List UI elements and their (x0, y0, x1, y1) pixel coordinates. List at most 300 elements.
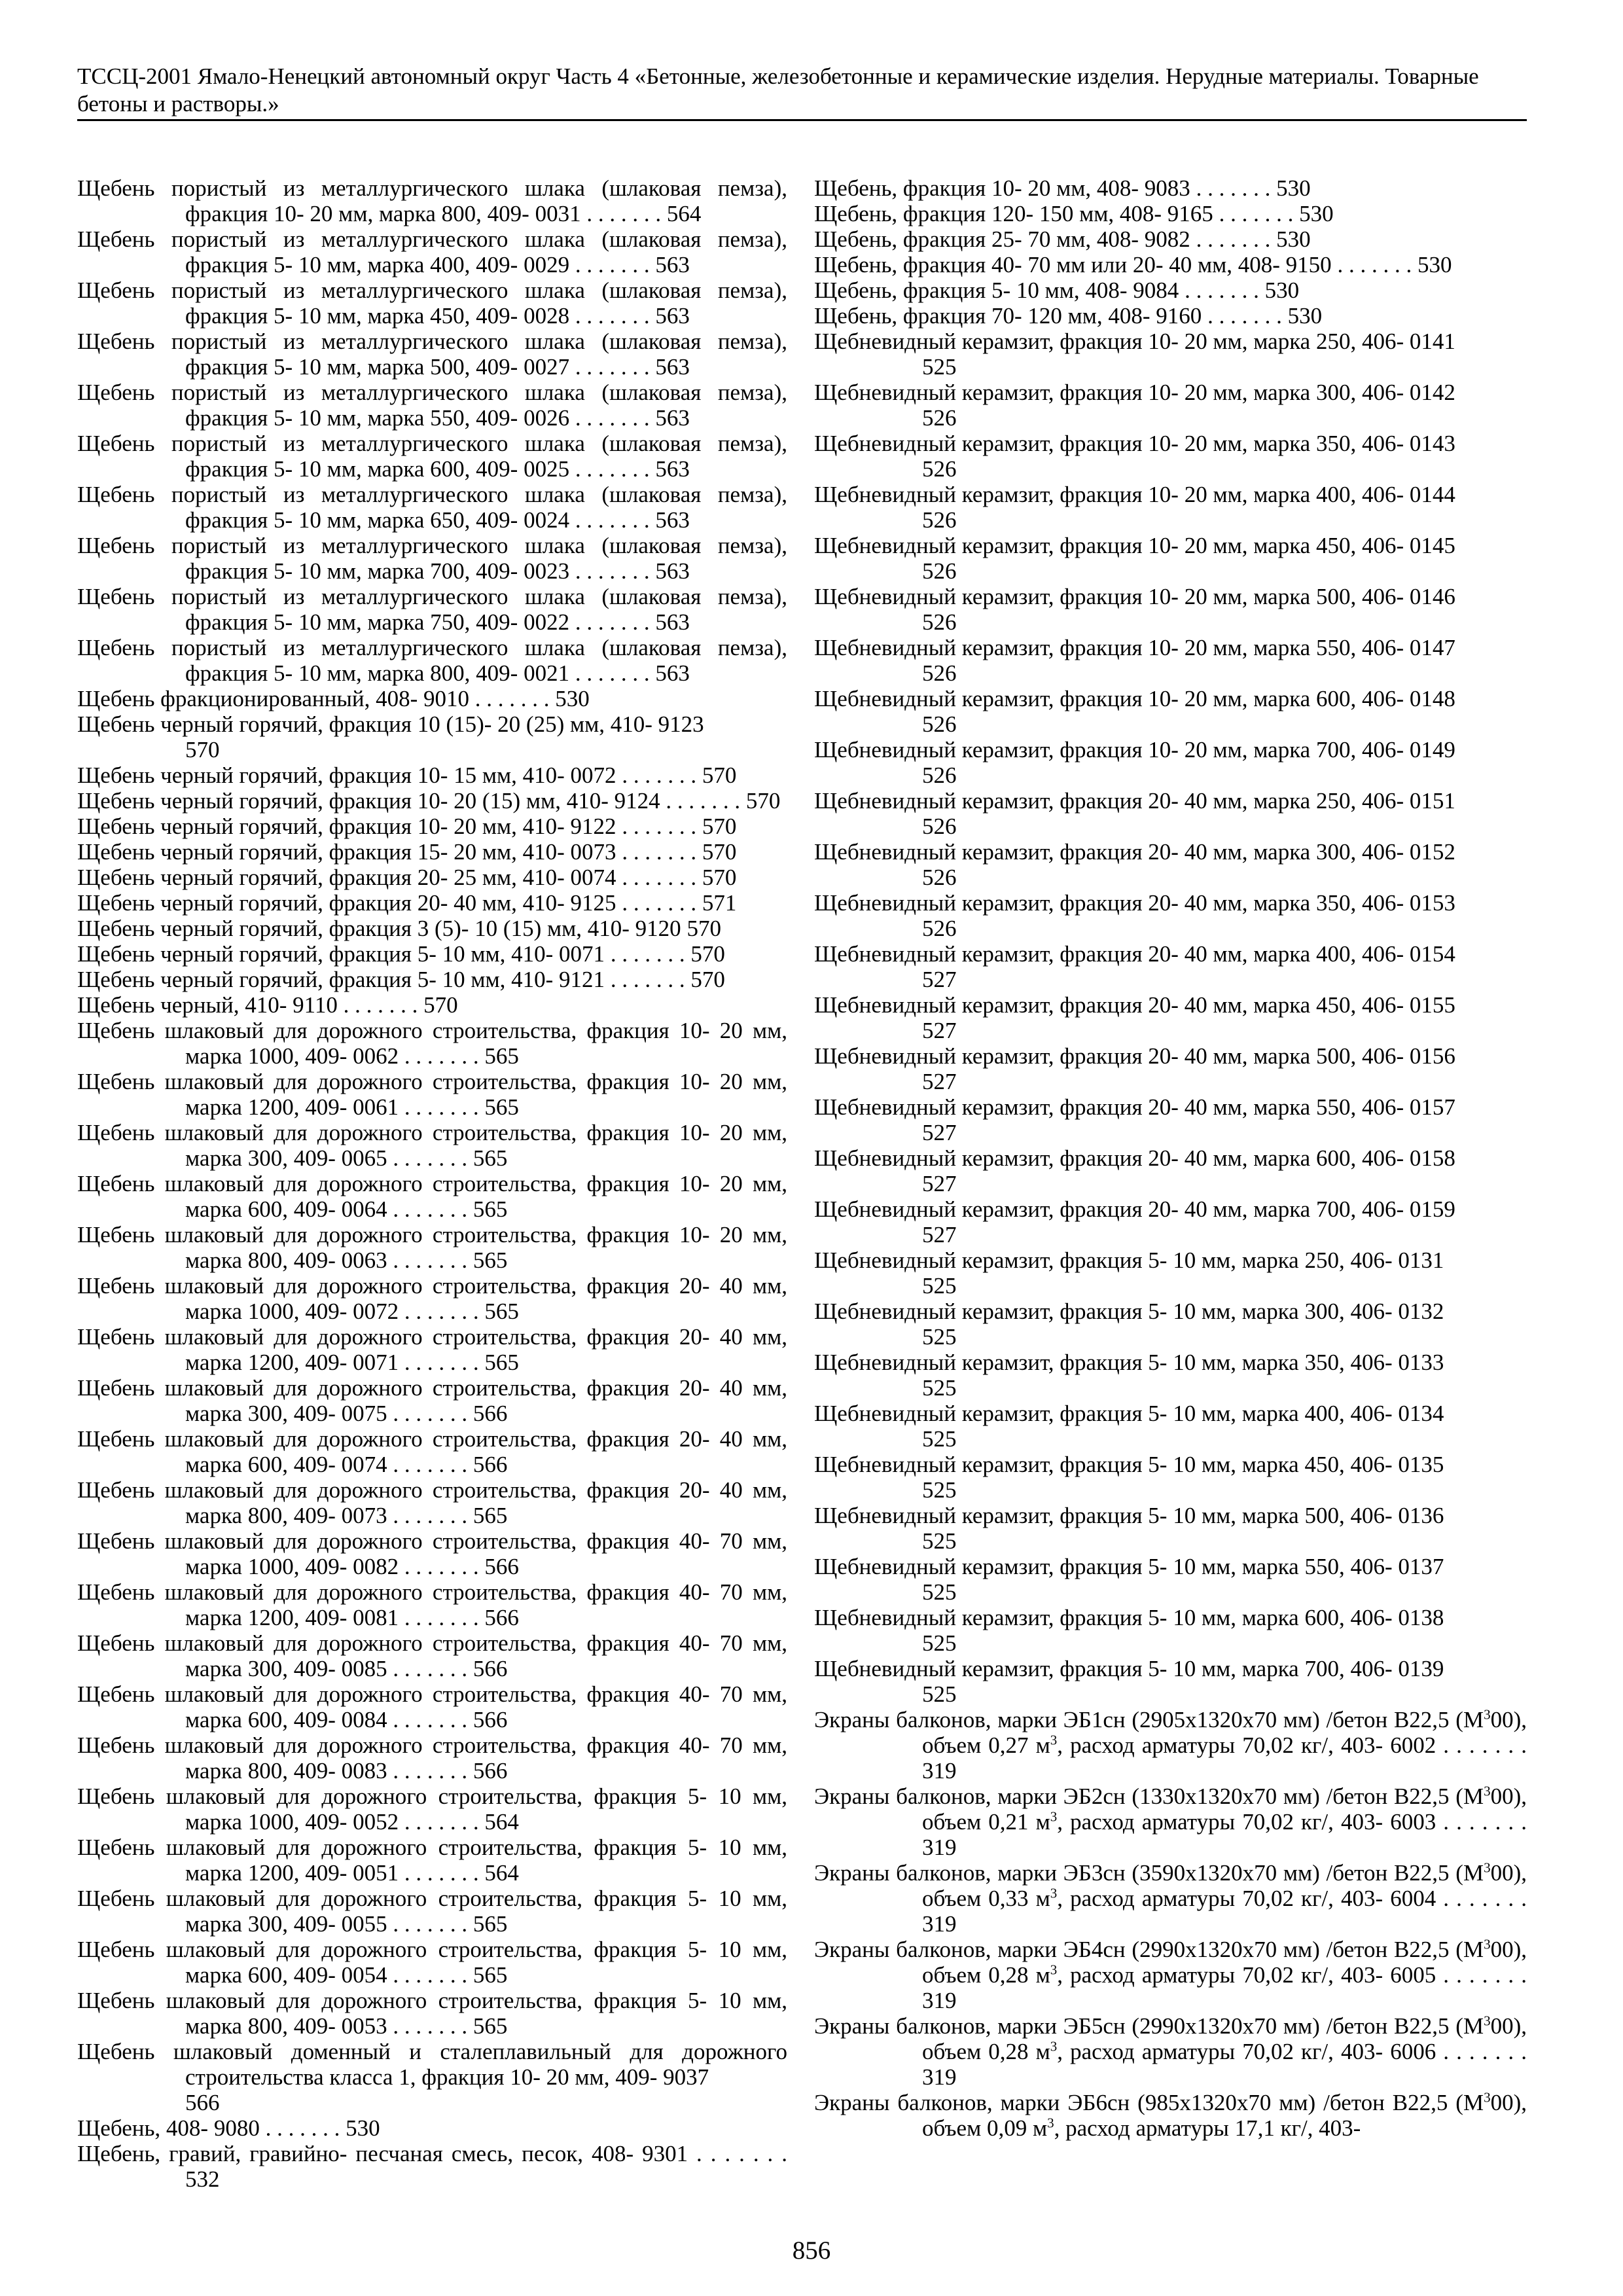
entry-page-number: 526 (922, 711, 957, 737)
entry-title: Экраны балконов, марки ЭБ3сн (3590х1320х70 мм) /бетон В22,5 $(М^300)$, объем 0,33 $м^3$, расход арматуры 70,02 кг/, 403- 6004 (814, 1859, 1527, 1911)
entry-page-number: 526 (922, 762, 957, 788)
entry-title: Щебень пористый из металлургического шлака (шлаковая пемза), фракция 10- 20 мм, марка 800, 409- 0031 (77, 175, 787, 226)
entry-page-number: 570 (185, 737, 220, 762)
leader-dots: . . . . . . . (616, 762, 702, 788)
leader-dots: . . . . . . . (1190, 226, 1277, 252)
leader-dots: . . . . . . . (399, 1860, 485, 1886)
entry-title: Щебневидный керамзит, фракция 10- 20 мм, марка 250, 406- 0141 (814, 329, 1455, 354)
index-entry (814, 1784, 1527, 1860)
entry-page-number: 563 (655, 558, 690, 584)
entry-title: Щебневидный керамзит, фракция 5- 10 мм, марка 400, 406- 0134 (814, 1401, 1444, 1426)
index-entry (814, 1196, 1527, 1247)
leader-dots: . . . . . . . (1331, 252, 1418, 278)
entry-page-number: 566 (473, 1758, 508, 1784)
entry-title: Щебень черный горячий, фракция 3 (5)- 10 (15) мм, 410- 9120 (77, 916, 681, 941)
entry-title: Экраны балконов, марки ЭБ4сн (2990х1320х70 мм) /бетон В22,5 $(М^300)$, объем 0,28 $м^3$, расход арматуры 70,02 кг/, 403- 6005 (814, 1936, 1527, 1988)
entry-page-number: 565 (484, 1299, 519, 1324)
index-entry (77, 226, 787, 278)
leader-dots: . . . . . . . (387, 1452, 473, 1477)
entry-title: Щебень черный горячий, фракция 15- 20 мм, 410- 0073 (77, 839, 616, 865)
entry-page-number: 565 (473, 2013, 508, 2039)
entry-title: Щебневидный керамзит, фракция 20- 40 мм, марка 450, 406- 0155 (814, 992, 1455, 1018)
index-entry (77, 890, 787, 916)
entry-title: Щебень шлаковый для дорожного строительства, фракция 40- 70 мм, марка 800, 409- 0083 (77, 1732, 787, 1784)
entry-title: Щебень, 408- 9080 (77, 2115, 260, 2141)
index-entry (814, 635, 1527, 686)
index-entry (814, 737, 1527, 788)
index-entry (77, 329, 787, 380)
entry-page-number: 319 (922, 1758, 957, 1784)
index-entry (814, 226, 1527, 252)
leader-dots: . . . . . . . (1436, 1886, 1527, 1911)
entry-page-number: 564 (666, 201, 702, 226)
entry-title: Щебневидный керамзит, фракция 10- 20 мм, марка 400, 406- 0144 (814, 482, 1455, 507)
entry-page-number: 565 (473, 1962, 508, 1988)
index-entry (814, 380, 1527, 431)
entry-title: Щебень, фракция 70- 120 мм, 408- 9160 (814, 303, 1202, 329)
leader-dots: . . . . . . . (1436, 1962, 1527, 1988)
index-entry (77, 762, 787, 788)
entry-title: Щебневидный керамзит, фракция 10- 20 мм, марка 550, 406- 0147 (814, 635, 1455, 660)
index-entry (77, 1426, 787, 1477)
entry-page-number: 565 (484, 1094, 519, 1120)
leader-dots: . . . . . . . (1213, 201, 1300, 226)
entry-page-number: 570 (423, 992, 458, 1018)
entry-page-number: 527 (922, 1120, 957, 1145)
index-entry (77, 686, 787, 711)
index-entry (77, 992, 787, 1018)
index-entry (77, 431, 787, 482)
entry-page-number: 566 (473, 1656, 508, 1681)
index-entry (814, 584, 1527, 635)
index-entry (814, 482, 1527, 533)
leader-dots: . . . . . . . (399, 1094, 485, 1120)
leader-dots: . . . . . . . (399, 1605, 485, 1630)
entry-title: Щебневидный керамзит, фракция 10- 20 мм, марка 700, 406- 0149 (814, 737, 1455, 762)
page-header: ТССЦ-2001 Ямало-Ненецкий автономный округ Часть 4 «Бетонные, железобетонные и керамические изделия. Нерудные материалы. Товарные бетоны и растворы.» (77, 63, 1479, 117)
entry-title: Щебневидный керамзит, фракция 5- 10 мм, марка 300, 406- 0132 (814, 1299, 1444, 1324)
index-entry (77, 1630, 787, 1681)
entry-page-number: 563 (655, 456, 690, 482)
entry-page-number: 319 (922, 2064, 957, 2090)
entry-title: Экраны балконов, марки ЭБ2сн (1330х1320х70 мм) /бетон В22,5 $(М^300)$, объем 0,21 $м^3$, расход арматуры 70,02 кг/, 403- 6003 (814, 1783, 1527, 1835)
index-entry (77, 380, 787, 431)
entry-title: Щебневидный керамзит, фракция 5- 10 мм, марка 550, 406- 0137 (814, 1554, 1444, 1579)
leader-dots: . . . . . . . (1190, 175, 1277, 201)
leader-dots: . . . . . . . (616, 865, 702, 890)
entry-title: Щебневидный керамзит, фракция 10- 20 мм, марка 450, 406- 0145 (814, 533, 1455, 558)
entry-page-number: 564 (484, 1860, 519, 1886)
entry-page-number: 530 (1417, 252, 1452, 278)
entry-page-number: 527 (922, 1222, 957, 1247)
entry-title: Щебневидный керамзит, фракция 5- 10 мм, марка 600, 406- 0138 (814, 1605, 1444, 1630)
entry-page-number: 526 (922, 609, 957, 635)
index-entry (77, 278, 787, 329)
entry-page-number: 525 (922, 1477, 957, 1503)
index-entry (77, 788, 787, 814)
index-entry (77, 2039, 787, 2115)
leader-dots: . . . . . . . (569, 660, 656, 686)
entry-page-number: 570 (690, 967, 725, 992)
entry-page-number: 565 (473, 1911, 508, 1937)
index-entry (814, 1937, 1527, 2013)
entry-title: Щебень пористый из металлургического шлака (шлаковая пемза), фракция 5- 10 мм, марка 600, 409- 0025 (77, 431, 787, 482)
entry-title: Щебень шлаковый для дорожного строительства, фракция 20- 40 мм, марка 600, 409- 0074 (77, 1426, 787, 1477)
entry-title: Щебневидный керамзит, фракция 5- 10 мм, марка 250, 406- 0131 (814, 1247, 1444, 1273)
entry-page-number: 565 (473, 1503, 508, 1528)
index-entry (77, 1120, 787, 1171)
entry-title: Щебневидный керамзит, фракция 20- 40 мм, марка 300, 406- 0152 (814, 839, 1455, 865)
entry-page-number: 570 (687, 916, 721, 941)
index-entry (77, 1937, 787, 1988)
entry-page-number: 530 (555, 686, 590, 711)
index-entry (814, 1860, 1527, 1937)
entry-page-number: 526 (922, 456, 957, 482)
leader-dots: . . . . . . . (616, 814, 702, 839)
entry-title: Щебень шлаковый для дорожного строительства, фракция 5- 10 мм, марка 600, 409- 0054 (77, 1937, 787, 1988)
entry-page-number: 563 (655, 609, 690, 635)
leader-dots: . . . . . . . (1436, 1732, 1527, 1758)
index-entry (814, 2090, 1527, 2141)
leader-dots: . . . . . . . (605, 967, 691, 992)
entry-page-number: 563 (655, 303, 690, 329)
index-entry (77, 1784, 787, 1835)
entry-page-number: 565 (473, 1247, 508, 1273)
index-entry (814, 839, 1527, 890)
leader-dots: . . . . . . . (387, 1911, 473, 1937)
entry-title: Щебень, фракция 40- 70 мм или 20- 40 мм, 408- 9150 (814, 252, 1332, 278)
entry-title: Щебень шлаковый для дорожного строительства, фракция 10- 20 мм, марка 1200, 409- 0061 (77, 1069, 787, 1120)
entry-title: Щебень пористый из металлургического шлака (шлаковая пемза), фракция 5- 10 мм, марка 800, 409- 0021 (77, 635, 787, 686)
leader-dots: . . . . . . . (387, 2013, 473, 2039)
leader-dots: . . . . . . . (469, 686, 556, 711)
entry-page-number: 530 (1287, 303, 1323, 329)
entry-page-number: 570 (702, 839, 737, 865)
entry-title: Щебень пористый из металлургического шлака (шлаковая пемза), фракция 5- 10 мм, марка 650, 409- 0024 (77, 482, 787, 533)
entry-page-number: 566 (473, 1707, 508, 1732)
index-entry (77, 1324, 787, 1375)
entry-page-number: 564 (484, 1809, 519, 1835)
index-entry (77, 916, 787, 941)
leader-dots: . . . . . . . (569, 507, 656, 533)
index-entry (814, 175, 1527, 201)
entry-page-number: 565 (473, 1196, 508, 1222)
entry-page-number: 527 (922, 967, 957, 992)
entry-page-number: 566 (473, 1401, 508, 1426)
index-entry (814, 1043, 1527, 1094)
entry-page-number: 527 (922, 1069, 957, 1094)
entry-title: Щебень пористый из металлургического шлака (шлаковая пемза), фракция 5- 10 мм, марка 500, 409- 0027 (77, 329, 787, 380)
index-entry (77, 1477, 787, 1528)
entry-title: Щебень шлаковый доменный и сталеплавильный для дорожного строительства класса 1, фракция 10- 20 мм, 409- 9037 (77, 2039, 787, 2090)
entry-title: Щебень черный горячий, фракция 20- 25 мм, 410- 0074 (77, 865, 616, 890)
entry-page-number: 563 (655, 507, 690, 533)
leader-dots: . . . . . . . (387, 1758, 473, 1784)
entry-page-number: 526 (922, 814, 957, 839)
index-entry (77, 865, 787, 890)
index-entry (77, 635, 787, 686)
index-entry (814, 1094, 1527, 1145)
index-entry (814, 278, 1527, 303)
entry-title: Щебень черный горячий, фракция 5- 10 мм, 410- 0071 (77, 941, 605, 967)
entry-title: Щебень шлаковый для дорожного строительства, фракция 10- 20 мм, марка 300, 409- 0065 (77, 1120, 787, 1171)
entry-page-number: 571 (702, 890, 737, 916)
index-entry (77, 175, 787, 226)
entry-page-number: 526 (922, 916, 957, 941)
index-entry (814, 2013, 1527, 2090)
leader-dots: . . . . . . . (1436, 1809, 1527, 1835)
entry-title: Щебень шлаковый для дорожного строительства, фракция 20- 40 мм, марка 800, 409- 0073 (77, 1477, 787, 1528)
leader-dots: . . . . . . . (616, 839, 702, 865)
entry-title: Щебневидный керамзит, фракция 20- 40 мм, марка 600, 406- 0158 (814, 1145, 1455, 1171)
entry-title: Щебень пористый из металлургического шлака (шлаковая пемза), фракция 5- 10 мм, марка 700, 409- 0023 (77, 533, 787, 584)
leader-dots: . . . . . . . (387, 1656, 473, 1681)
entry-title: Щебень шлаковый для дорожного строительства, фракция 20- 40 мм, марка 300, 409- 0075 (77, 1375, 787, 1426)
entry-title: Щебень шлаковый для дорожного строительства, фракция 40- 70 мм, марка 600, 409- 0084 (77, 1681, 787, 1732)
leader-dots: . . . . . . . (399, 1554, 485, 1579)
entry-title: Щебень шлаковый для дорожного строительства, фракция 40- 70 мм, марка 1000, 409- 0082 (77, 1528, 787, 1579)
entry-title: Щебневидный керамзит, фракция 5- 10 мм, марка 700, 406- 0139 (814, 1656, 1444, 1681)
entry-title: Щебень пористый из металлургического шлака (шлаковая пемза), фракция 5- 10 мм, марка 750, 409- 0022 (77, 584, 787, 635)
entry-title: Щебень шлаковый для дорожного строительства, фракция 40- 70 мм, марка 300, 409- 0085 (77, 1630, 787, 1681)
index-column-left (77, 175, 787, 2192)
index-entry (814, 1452, 1527, 1503)
entry-page-number: 526 (922, 405, 957, 431)
entry-page-number: 525 (922, 1579, 957, 1605)
leader-dots: . . . . . . . (605, 941, 691, 967)
entry-page-number: 565 (484, 1043, 519, 1069)
index-entry (814, 992, 1527, 1043)
index-entry (77, 1528, 787, 1579)
entry-page-number: 566 (473, 1452, 508, 1477)
index-entry (77, 814, 787, 839)
entry-page-number: 563 (655, 252, 690, 278)
entry-page-number: 570 (702, 865, 737, 890)
index-entry (77, 1069, 787, 1120)
leader-dots: . . . . . . . (569, 609, 656, 635)
entry-title: Щебень черный горячий, фракция 5- 10 мм, 410- 9121 (77, 967, 605, 992)
entry-page-number: 527 (922, 1171, 957, 1196)
index-entry (814, 1247, 1527, 1299)
entry-page-number: 525 (922, 1273, 957, 1299)
entry-title: Щебневидный керамзит, фракция 5- 10 мм, марка 450, 406- 0135 (814, 1452, 1444, 1477)
entry-title: Щебень черный, 410- 9110 (77, 992, 338, 1018)
entry-page-number: 526 (922, 507, 957, 533)
entry-page-number: 566 (484, 1554, 519, 1579)
entry-title: Щебневидный керамзит, фракция 20- 40 мм, марка 400, 406- 0154 (814, 941, 1455, 967)
entry-title: Щебень пористый из металлургического шлака (шлаковая пемза), фракция 5- 10 мм, марка 550, 409- 0026 (77, 380, 787, 431)
entry-title: Щебень шлаковый для дорожного строительства, фракция 10- 20 мм, марка 800, 409- 0063 (77, 1222, 787, 1273)
entry-page-number: 530 (1299, 201, 1334, 226)
leader-dots: . . . . . . . (387, 1196, 473, 1222)
index-entry (77, 1579, 787, 1630)
leader-dots: . . . . . . . (580, 201, 667, 226)
leader-dots: . . . . . . . (399, 1809, 485, 1835)
entry-page-number: 565 (473, 1145, 508, 1171)
index-entry (77, 1018, 787, 1069)
entry-title: Щебень черный горячий, фракция 10- 20 мм, 410- 9122 (77, 814, 616, 839)
entry-page-number: 526 (922, 660, 957, 686)
entry-page-number: 532 (185, 2166, 220, 2192)
entry-page-number: 530 (1264, 278, 1300, 303)
index-entry (77, 2115, 787, 2141)
entry-title: Щебень черный горячий, фракция 10- 15 мм, 410- 0072 (77, 762, 616, 788)
entry-title: Щебень шлаковый для дорожного строительства, фракция 5- 10 мм, марка 300, 409- 0055 (77, 1886, 787, 1937)
leader-dots: . . . . . . . (569, 558, 656, 584)
index-entry (814, 431, 1527, 482)
leader-dots: . . . . . . . (387, 1962, 473, 1988)
entry-title: Щебень шлаковый для дорожного строительства, фракция 5- 10 мм, марка 1200, 409- 0051 (77, 1835, 787, 1886)
entry-page-number: 526 (922, 865, 957, 890)
leader-dots: . . . . . . . (399, 1043, 485, 1069)
leader-dots: . . . . . . . (387, 1247, 473, 1273)
header-divider (77, 119, 1527, 121)
entry-title: Щебневидный керамзит, фракция 20- 40 мм, марка 500, 406- 0156 (814, 1043, 1455, 1069)
index-entry (77, 941, 787, 967)
index-entry (77, 1886, 787, 1937)
leader-dots: . . . . . . . (259, 2115, 346, 2141)
leader-dots: . . . . . . . (1179, 278, 1265, 303)
entry-title: Щебневидный керамзит, фракция 5- 10 мм, марка 500, 406- 0136 (814, 1503, 1444, 1528)
leader-dots: . . . . . . . (387, 1401, 473, 1426)
index-entry (814, 788, 1527, 839)
leader-dots: . . . . . . . (1436, 2039, 1527, 2064)
index-entry (814, 1350, 1527, 1401)
leader-dots: . . . . . . . (387, 1503, 473, 1528)
index-entry (77, 533, 787, 584)
entry-title: Щебень, фракция 25- 70 мм, 408- 9082 (814, 226, 1190, 252)
entry-page-number: 525 (922, 1324, 957, 1350)
leader-dots: . . . . . . . (569, 354, 656, 380)
index-entry (77, 1681, 787, 1732)
entry-page-number: 570 (690, 941, 725, 967)
entry-page-number: 563 (655, 405, 690, 431)
entry-title: Щебневидный керамзит, фракция 5- 10 мм, марка 350, 406- 0133 (814, 1350, 1444, 1375)
index-entry (77, 1222, 787, 1273)
index-entry (77, 967, 787, 992)
index-entry (814, 1299, 1527, 1350)
leader-dots: . . . . . . . (399, 1350, 485, 1375)
index-entry (814, 890, 1527, 941)
entry-title: Щебень, фракция 120- 150 мм, 408- 9165 (814, 201, 1213, 226)
leader-dots: . . . . . . . (399, 1299, 485, 1324)
entry-page-number: 526 (922, 558, 957, 584)
index-entry (77, 482, 787, 533)
index-entry (814, 1503, 1527, 1554)
entry-title: Щебень черный горячий, фракция 20- 40 мм, 410- 9125 (77, 890, 616, 916)
entry-page-number: 319 (922, 1835, 957, 1860)
entry-page-number: 570 (702, 814, 737, 839)
entry-page-number: 563 (655, 660, 690, 686)
leader-dots: . . . . . . . (337, 992, 424, 1018)
entry-page-number: 566 (185, 2090, 220, 2115)
index-entry (814, 533, 1527, 584)
entry-title: Щебень фракционированный, 408- 9010 (77, 686, 470, 711)
entry-page-number: 319 (922, 1911, 957, 1937)
entry-title: Щебень пористый из металлургического шлака (шлаковая пемза), фракция 5- 10 мм, марка 450, 409- 0028 (77, 278, 787, 329)
entry-title: Щебень шлаковый для дорожного строительства, фракция 20- 40 мм, марка 1000, 409- 0072 (77, 1273, 787, 1324)
entry-page-number: 525 (922, 1426, 957, 1452)
index-entry (77, 1375, 787, 1426)
entry-title: Экраны балконов, марки ЭБ6сн (985х1320х70 мм) /бетон В22,5 $(М^300)$, объем 0,09 $м^3$, расход арматуры 17,1 кг/, 403- (814, 2089, 1527, 2141)
index-entry (814, 201, 1527, 226)
index-entry (77, 1835, 787, 1886)
entry-title: Щебневидный керамзит, фракция 20- 40 мм, марка 250, 406- 0151 (814, 788, 1455, 814)
index-entry (77, 1273, 787, 1324)
index-entry (77, 1732, 787, 1784)
entry-title: Щебень шлаковый для дорожного строительства, фракция 40- 70 мм, марка 1200, 409- 0081 (77, 1579, 787, 1630)
page-number: 856 (792, 2236, 831, 2265)
entry-title: Щебневидный керамзит, фракция 10- 20 мм, марка 600, 406- 0148 (814, 686, 1455, 711)
index-entry (77, 1171, 787, 1222)
entry-page-number: 527 (922, 1018, 957, 1043)
leader-dots: . . . . . . . (1202, 303, 1288, 329)
entry-title: Щебневидный керамзит, фракция 20- 40 мм, марка 700, 406- 0159 (814, 1196, 1455, 1222)
entry-page-number: 530 (1276, 226, 1311, 252)
index-entry (77, 839, 787, 865)
entry-title: Щебень, фракция 10- 20 мм, 408- 9083 (814, 175, 1190, 201)
entry-title: Щебневидный керамзит, фракция 10- 20 мм, марка 350, 406- 0143 (814, 431, 1455, 456)
entry-page-number: 565 (484, 1350, 519, 1375)
entry-page-number: 319 (922, 1988, 957, 2013)
index-entry (77, 2141, 787, 2192)
index-entry (814, 1707, 1527, 1784)
index-entry (77, 584, 787, 635)
index-entry (814, 329, 1527, 380)
entry-title: Щебневидный керамзит, фракция 20- 40 мм, марка 350, 406- 0153 (814, 890, 1455, 916)
index-entry (814, 1554, 1527, 1605)
index-entry (814, 252, 1527, 278)
entry-page-number: 525 (922, 1375, 957, 1401)
entry-page-number: 566 (484, 1605, 519, 1630)
leader-dots: . . . . . . . (660, 788, 746, 814)
leader-dots: . . . . . . . (387, 1145, 473, 1171)
index-entry (814, 686, 1527, 737)
entry-title: Щебень шлаковый для дорожного строительства, фракция 10- 20 мм, марка 600, 409- 0064 (77, 1171, 787, 1222)
entry-title: Экраны балконов, марки ЭБ5сн (2990х1320х70 мм) /бетон В22,5 $(М^300)$, объем 0,28 $м^3$, расход арматуры 70,02 кг/, 403- 6006 (814, 2013, 1527, 2064)
leader-dots: . . . . . . . (569, 252, 656, 278)
leader-dots: . . . . . . . (387, 1707, 473, 1732)
leader-dots: . . . . . . . (569, 303, 656, 329)
entry-title: Щебень, гравий, гравийно- песчаная смесь, песок, 408- 9301 (77, 2141, 688, 2166)
leader-dots: . . . . . . . (616, 890, 702, 916)
entry-page-number: 570 (745, 788, 781, 814)
entry-page-number: 525 (922, 1528, 957, 1554)
index-entry (814, 1401, 1527, 1452)
entry-page-number: 563 (655, 354, 690, 380)
index-entry (814, 1145, 1527, 1196)
entry-title: Щебневидный керамзит, фракция 10- 20 мм, марка 300, 406- 0142 (814, 380, 1455, 405)
entry-title: Щебневидный керамзит, фракция 20- 40 мм, марка 550, 406- 0157 (814, 1094, 1455, 1120)
index-column-right (814, 175, 1527, 2141)
entry-page-number: 570 (702, 762, 737, 788)
entry-title: Щебень черный горячий, фракция 10- 20 (15) мм, 410- 9124 (77, 788, 660, 814)
index-entry (814, 1656, 1527, 1707)
entry-title: Щебневидный керамзит, фракция 10- 20 мм, марка 500, 406- 0146 (814, 584, 1455, 609)
entry-page-number: 525 (922, 1630, 957, 1656)
index-entry (814, 303, 1527, 329)
entry-title: Щебень черный горячий, фракция 10 (15)- 20 (25) мм, 410- 9123 (77, 711, 704, 737)
entry-title: Щебень шлаковый для дорожного строительства, фракция 5- 10 мм, марка 1000, 409- 0052 (77, 1784, 787, 1835)
entry-title: Щебень пористый из металлургического шлака (шлаковая пемза), фракция 5- 10 мм, марка 400, 409- 0029 (77, 226, 787, 278)
entry-page-number: 525 (922, 1681, 957, 1707)
leader-dots: . . . . . . . (688, 2141, 787, 2166)
entry-title: Щебень шлаковый для дорожного строительства, фракция 5- 10 мм, марка 800, 409- 0053 (77, 1988, 787, 2039)
entry-page-number: 530 (346, 2115, 380, 2141)
leader-dots: . . . . . . . (569, 405, 656, 431)
leader-dots: . . . . . . . (569, 456, 656, 482)
index-entry (814, 1605, 1527, 1656)
